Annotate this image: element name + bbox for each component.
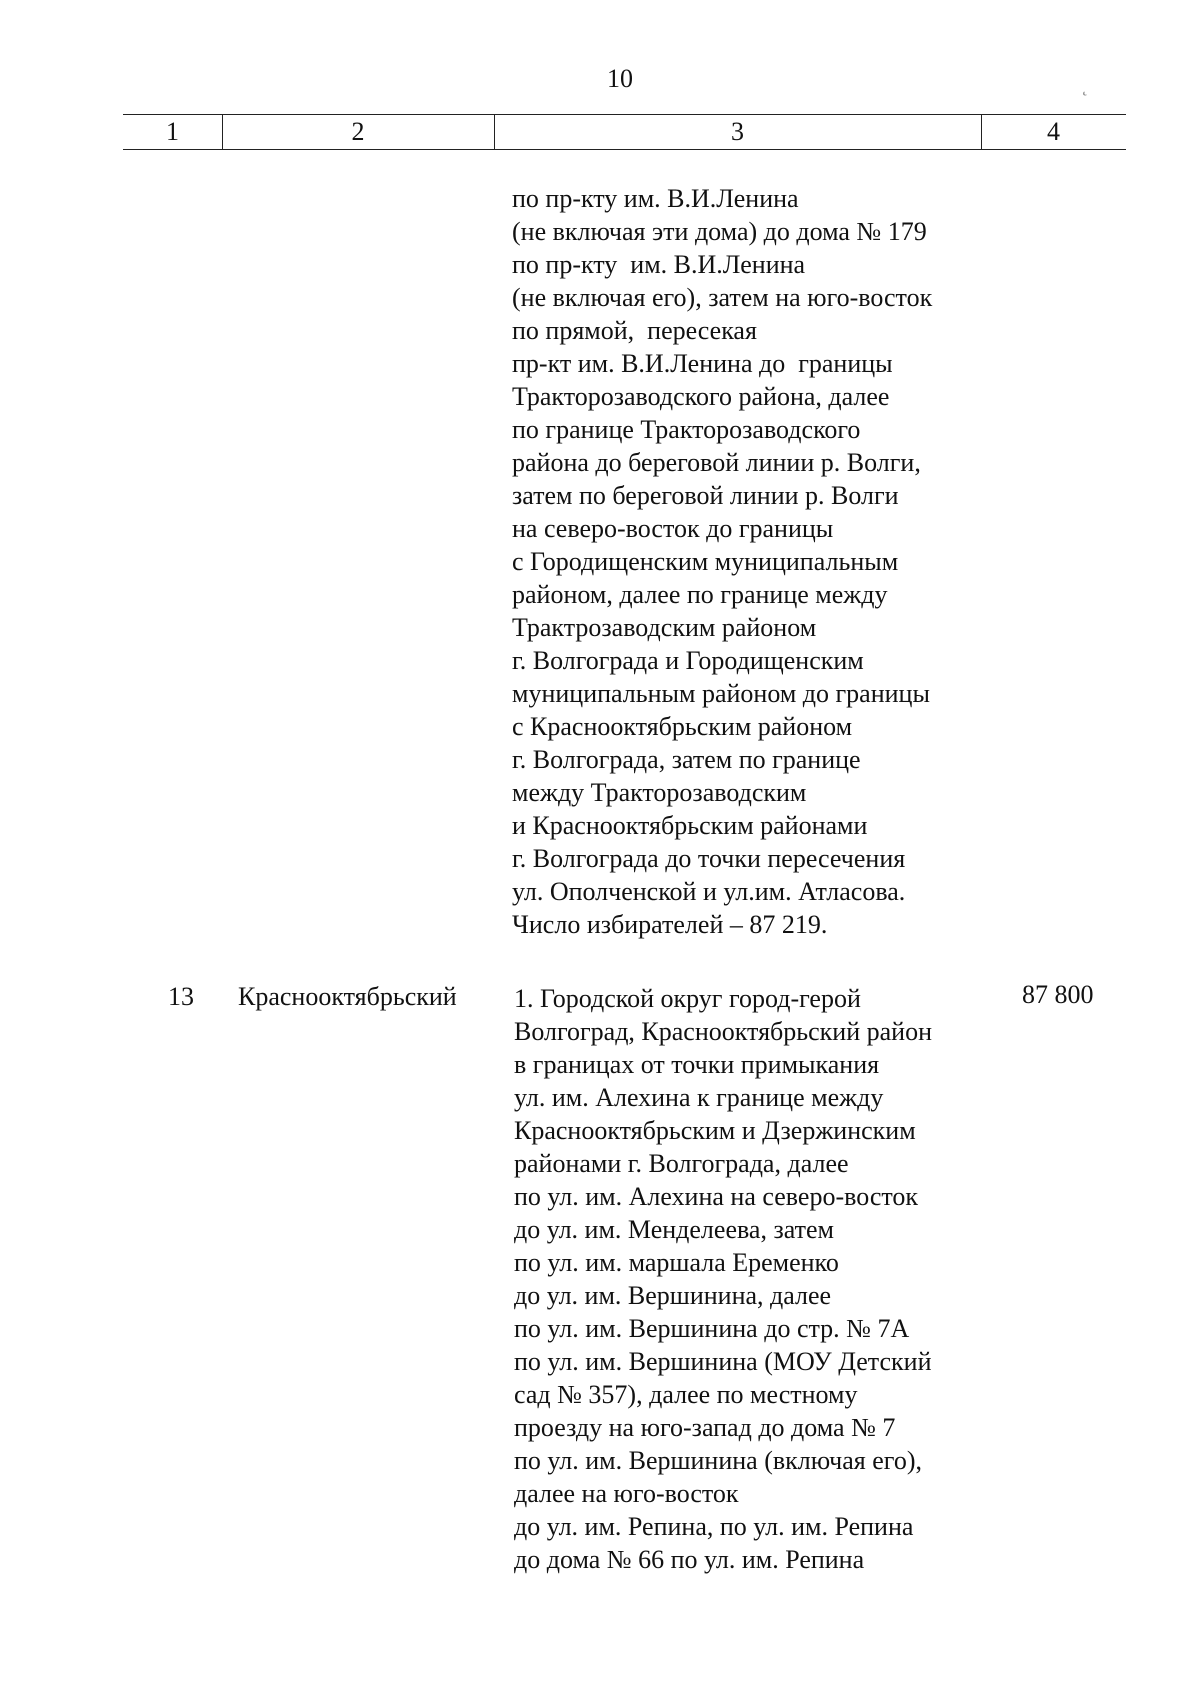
text-line: проезду на юго-запад до дома № 7 bbox=[514, 1413, 896, 1442]
text-line: до ул. им. Репина, по ул. им. Репина bbox=[514, 1512, 914, 1541]
scan-artifact: ˛ bbox=[1082, 76, 1088, 96]
text-line: Трактрозаводским районом bbox=[512, 613, 817, 642]
text-line: с Краснооктябрьским районом bbox=[512, 712, 853, 741]
text-line: района до береговой линии р. Волги, bbox=[512, 448, 921, 477]
text-line: районом, далее по границе между bbox=[512, 580, 888, 609]
text-line: в границах от точки примыкания bbox=[514, 1050, 880, 1079]
text-line: г. Волгограда, затем по границе bbox=[512, 745, 861, 774]
text-line: Краснооктябрьским и Дзержинским bbox=[514, 1116, 916, 1145]
text-line: далее на юго-восток bbox=[514, 1479, 739, 1508]
table-header-row bbox=[123, 114, 1126, 150]
text-line: с Городищенским муниципальным bbox=[512, 547, 899, 576]
text-line: по ул. им. Вершинина до стр. № 7А bbox=[514, 1314, 910, 1343]
text-line: по ул. им. Вершинина (МОУ Детский bbox=[514, 1347, 932, 1376]
column-header-4: 4 bbox=[1047, 117, 1060, 146]
text-line: и Краснооктябрьским районами bbox=[512, 811, 868, 840]
text-line: (не включая эти дома) до дома № 179 bbox=[512, 217, 927, 246]
text-line: (не включая его), затем на юго-восток bbox=[512, 283, 933, 312]
column-header-2: 2 bbox=[351, 117, 365, 146]
page-number: 10 bbox=[607, 64, 633, 93]
text-line: г. Волгограда и Городищенским bbox=[512, 646, 864, 675]
text-line: до ул. им. Вершинина, далее bbox=[514, 1281, 832, 1310]
text-line: по прямой, пересекая bbox=[512, 316, 757, 345]
text-line: Волгоград, Краснооктябрьский район bbox=[514, 1017, 932, 1046]
text-line: по ул. им. маршала Еременко bbox=[514, 1248, 839, 1277]
text-line: между Тракторозаводским bbox=[512, 778, 807, 807]
column-header-3: 3 bbox=[731, 117, 744, 146]
text-line: на северо-восток до границы bbox=[512, 514, 834, 543]
text-line: 1. Городской округ город-герой bbox=[514, 984, 861, 1013]
text-line: районами г. Волгограда, далее bbox=[514, 1149, 849, 1178]
text-line: по пр-кту им. В.И.Ленина bbox=[512, 250, 806, 279]
text-line: Тракторозаводского района, далее bbox=[512, 382, 890, 411]
text-line: ул. Ополченской и ул.им. Атласова. bbox=[512, 877, 906, 906]
text-line: муниципальным районом до границы bbox=[512, 679, 930, 708]
text-line: до дома № 66 по ул. им. Репина bbox=[514, 1545, 865, 1574]
voter-count-line: Число избирателей – 87 219. bbox=[512, 910, 828, 939]
district-number: 13 bbox=[168, 982, 194, 1011]
voter-count: 87 800 bbox=[1022, 980, 1094, 1009]
district-boundary-description bbox=[514, 982, 1034, 1576]
text-line: по ул. им. Алехина на северо-восток bbox=[514, 1182, 919, 1211]
text-line: по пр-кту им. В.И.Ленина bbox=[512, 184, 799, 213]
text-line: ул. им. Алехина к границе между bbox=[514, 1083, 884, 1112]
text-line: по границе Тракторозаводского bbox=[512, 415, 861, 444]
continued-boundary-description bbox=[512, 182, 1032, 941]
text-line: сад № 357), далее по местному bbox=[514, 1380, 858, 1409]
text-line: пр-кт им. В.И.Ленина до границы bbox=[512, 349, 893, 378]
district-name: Краснооктябрьский bbox=[238, 982, 457, 1011]
text-line: по ул. им. Вершинина (включая его), bbox=[514, 1446, 922, 1475]
column-header-1: 1 bbox=[166, 117, 179, 146]
text-line: затем по береговой линии р. Волги bbox=[512, 481, 899, 510]
text-line: г. Волгограда до точки пересечения bbox=[512, 844, 906, 873]
text-line: до ул. им. Менделеева, затем bbox=[514, 1215, 834, 1244]
